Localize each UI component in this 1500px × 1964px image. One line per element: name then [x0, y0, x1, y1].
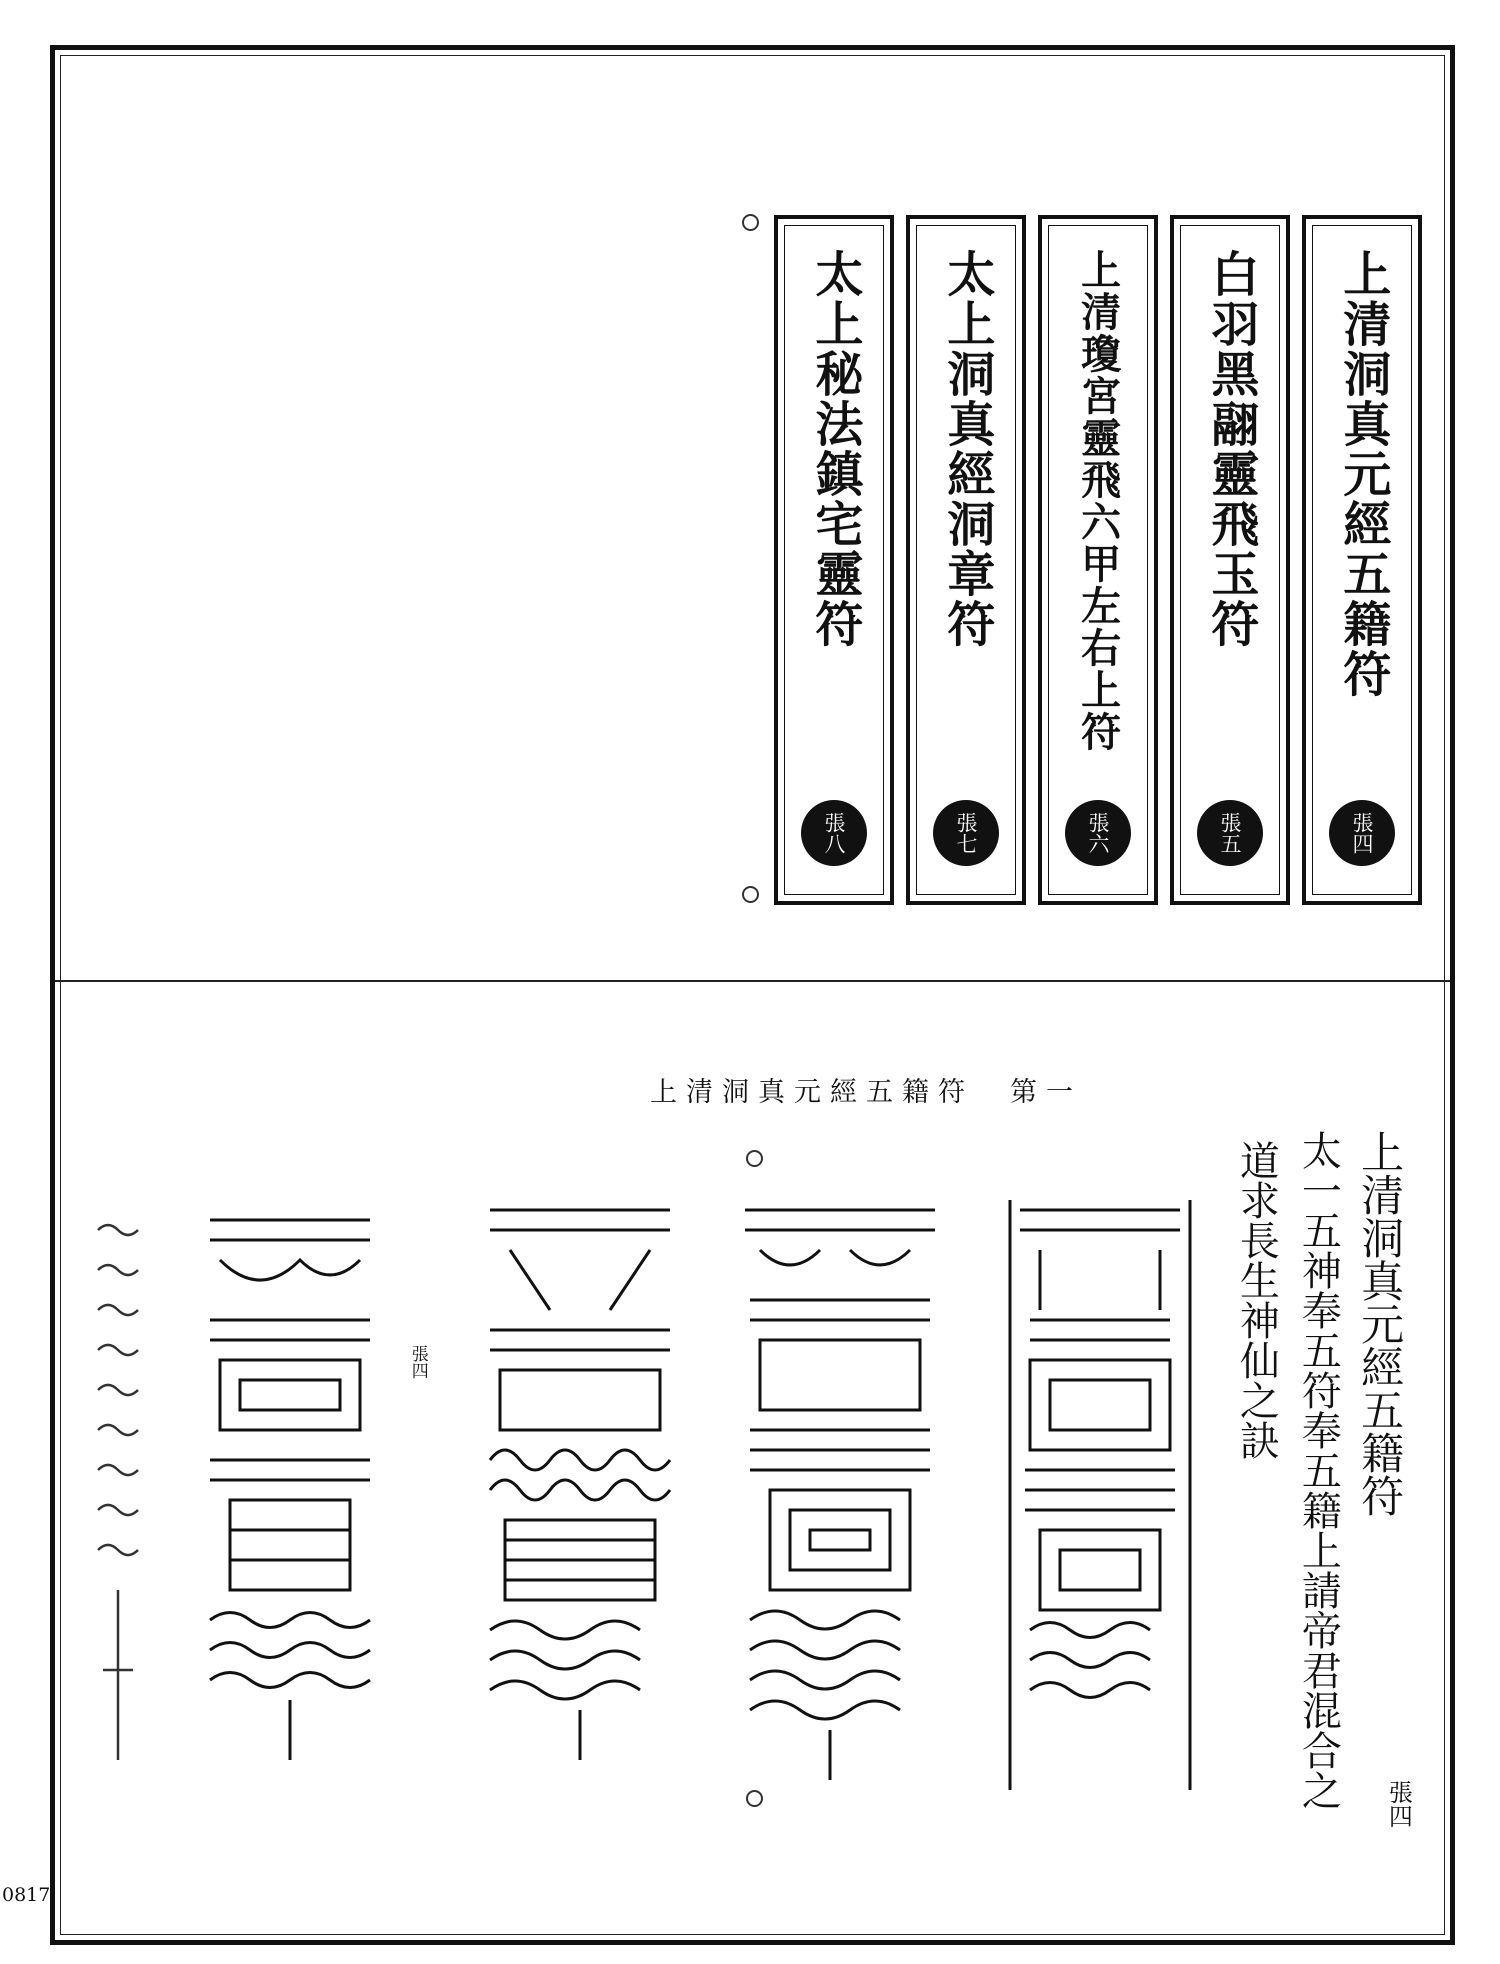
talisman-glyph-icon	[470, 1190, 690, 1780]
slip-title: 太上秘法鎮宅靈符	[806, 249, 863, 649]
title-slip	[906, 215, 1026, 905]
seal-stamp: 張六	[1065, 800, 1131, 866]
text-column: 道求長生神仙之訣	[1233, 1140, 1280, 1460]
slip-title: 上清洞真元經五籍符	[1334, 249, 1391, 699]
page-number: 0817	[2, 1884, 51, 1906]
title-slip	[1038, 215, 1158, 905]
seal-stamp: 張八	[801, 800, 867, 866]
talisman-note: 張四	[407, 1345, 428, 1379]
text-column: 太一五神奉五符奉五籍上請帝君混合之	[1295, 1130, 1342, 1810]
talisman-glyph-icon	[1000, 1190, 1200, 1790]
talisman-drawing	[470, 1190, 690, 1780]
title-slip	[1170, 215, 1290, 905]
seal-stamp: 張七	[933, 800, 999, 866]
talisman-drawing	[88, 1210, 148, 1770]
page-fold-divider	[55, 980, 1450, 982]
binding-hole-icon	[742, 886, 759, 903]
talisman-drawing	[1000, 1190, 1200, 1790]
talisman-glyph-icon	[88, 1210, 148, 1770]
talisman-glyph-icon	[190, 1200, 390, 1790]
binding-hole-icon	[742, 214, 759, 231]
seal-stamp: 張五	[1197, 800, 1263, 866]
talisman-glyph-icon	[730, 1190, 950, 1800]
slip-title: 太上洞真經洞章符	[938, 249, 995, 649]
title-slip	[774, 215, 894, 905]
slip-title: 上清瓊宮靈飛六甲左右上符	[1074, 249, 1122, 753]
talisman-drawing	[190, 1200, 390, 1790]
seal-stamp: 張四	[1329, 800, 1395, 866]
scripture-title: 上清洞真元經五籍符	[1354, 1130, 1405, 1517]
seal-note: 張四	[1384, 1780, 1413, 1828]
talisman-drawing	[730, 1190, 950, 1800]
binding-hole-icon	[746, 1150, 763, 1167]
slip-title: 白羽黑翮靈飛玉符	[1202, 249, 1259, 649]
page-header: 上清洞真元經五籍符 第一	[650, 1077, 1082, 1108]
title-slip	[1302, 215, 1422, 905]
